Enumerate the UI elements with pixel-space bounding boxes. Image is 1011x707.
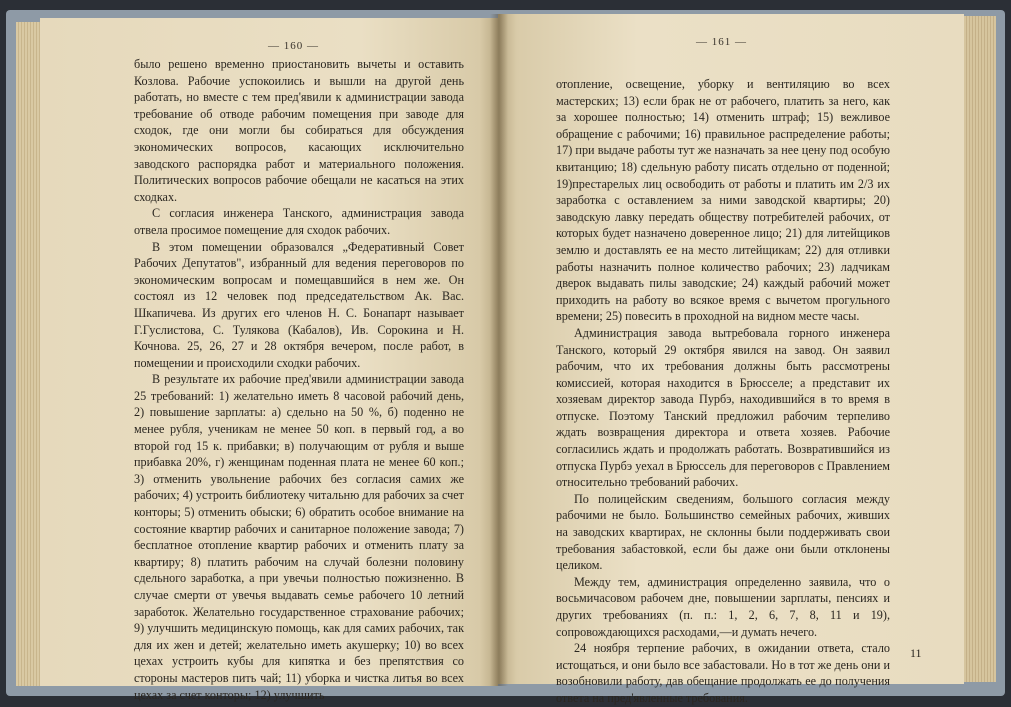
right-paragraph-1: отопление, освещение, уборку и вентиляцию во всех мастерских; 13) если брак не от рабочего, платить за него, как за хорошее полностью; 14) отменить штраф; 15) вежливое обращение с рабочими; 16) правильное распределение работы; 17) при выдаче работы тут же назначать за нее цену под особую квитанцию; 18) сдельную работу писать отдельно от поденной; 19)престарелых лиц освободить от работы и платить им 2/3 их заработка с оставлением за ними заводской квартиры; 20) заводскую лавку передать обществу потребителей рабочих, от которых будет назначено доверенное лицо; 21) для литейщиков землю и доставлять ее на место литейщикам; 22) для отливки работы назначить полное количество рабочих; 23) ладчикам дверок выдавать пилы заводские; 24) каждый рабочий может приходить на работу во всякое время с вычетом прогульного времени; 25) повесить в проходной на видном месте часы. bbox=[556, 77, 890, 324]
right-paragraph-5: 24 ноября терпение рабочих, в ожидании ответа, стало истощаться, и они было все забастовали. Но в тот же день они и возобновили работу, дав обещание продолжать ее до получения ответа на пред'явленные требования. bbox=[556, 641, 890, 705]
right-page-text bbox=[556, 76, 890, 707]
left-page-text bbox=[134, 56, 464, 703]
left-page bbox=[40, 18, 498, 702]
left-paragraph-1: было решено временно приостановить вычеты и оставить Козлова. Рабочие успокоились и вышли на другой день работать, но вместе с тем пред'явили к администрации завода требование об отводе рабочим помещения при заводе для сходок, где они могли бы собираться для обсуждения экономических вопросов, касающих исключительно заводского распорядка работ и материального положения. Политических вопросов рабочие обещали не касаться на этих сходках. bbox=[134, 57, 464, 204]
right-paragraph-2: Администрация завода вытребовала горного инженера Танского, который 29 октября явился на завод. Он заявил рабочим, что их требования должны быть рассмотрены комиссией, которая находится в Брюсселе; а представит их хозяевам директор завода Пурбэ, находившийся в то время в отпуске. Поэтому Танский предложил рабочим терпеливо ждать возвращения директора и ответа хозяев. Рабочие согласились ждать и продолжать работать. Возвратившийся из отпуска Пурбэ уехал в Брюссель для переговоров с Правлением относительно требований рабочих. bbox=[556, 325, 890, 490]
book-spine-shadow bbox=[490, 14, 508, 686]
left-page-number: — 160 — bbox=[268, 40, 319, 52]
left-paragraph-2: С согласия инженера Танского, администрация завода отвела просимое помещение для сходок рабочих. bbox=[134, 206, 464, 237]
left-paragraph-4: В результате их рабочие пред'явили администрации завода 25 требований: 1) желательно иметь 8 часовой рабочий день, 2) повышение зарплаты: а) сдельно на 50 %, б) поденно не менее рубля, ученикам не менее 50 коп. в первый год, а во второй год 15 к. прибавки; в) получающим от рубля и выше прибавка 20%, г) женщинам поденная плата не менее 60 коп.; 3) отменить увольнение рабочих без согласия самих же рабочих; 4) устроить библиотеку читальню для рабочих за счет конторы; 5) отменить обыски; 6) обратить особое внимание на состояние квартир рабочих и санитарное положение завода; 7) бесплатное отопление квартир рабочих и отменить плату за квартиру; 8) платить рабочим на случай болезни половину сдельного заработка, а при увечьи полностью пожизненно. В случае смерти от увечья выдавать семье рабочего 10 летний заработок. Желательно государственное страхование рабочих; 9) улучшить медицинскую помощь, как для самих рабочих, так для их жен и детей; желательно иметь акушерку; 10) во всех цехах устроить кубы для кипятка и без препятствия со стороны мастеров пить чай; 11) уборка и чистка литья во всех цехах за счет конторы; 12) улучшить bbox=[134, 372, 464, 702]
right-page bbox=[498, 14, 964, 705]
left-paragraph-3: В этом помещении образовался „Федеративный Совет Рабочих Депутатов", избранный для ведения переговоров по экономическим вопросам и помещавшийся в нем же. Он состоял из 12 человек под председательством Ак. Вас. Шкапичева. Из других его членов Н. С. Бонапарт называет Г.Гуслистова, С. Тулякова (Кабалов), Ив. Сорокина и Н. Кочнова. 25, 26, 27 и 28 октября вечером, после работ, в помещении и происходили сходки рабочих. bbox=[134, 239, 464, 370]
right-paragraph-4: Между тем, администрация определенно заявила, что о восьмичасовом рабочем дне, повышении зарплаты, пенсиях и других требованиях (п. п.: 1, 2, 6, 7, 8, 11 и 19), сопровождающихся расходами,—и думать нечего. bbox=[556, 574, 890, 639]
right-page-number: — 161 — bbox=[696, 36, 747, 48]
right-paragraph-3: По полицейским сведениям, большого согласия между рабочими не было. Большинство семейных рабочих, живших на заводских квартирах, не склонны были поддерживать свои требования забастовкой, если бы даже они были отклонены целиком. bbox=[556, 491, 890, 573]
signature-mark: 11 bbox=[910, 646, 922, 660]
